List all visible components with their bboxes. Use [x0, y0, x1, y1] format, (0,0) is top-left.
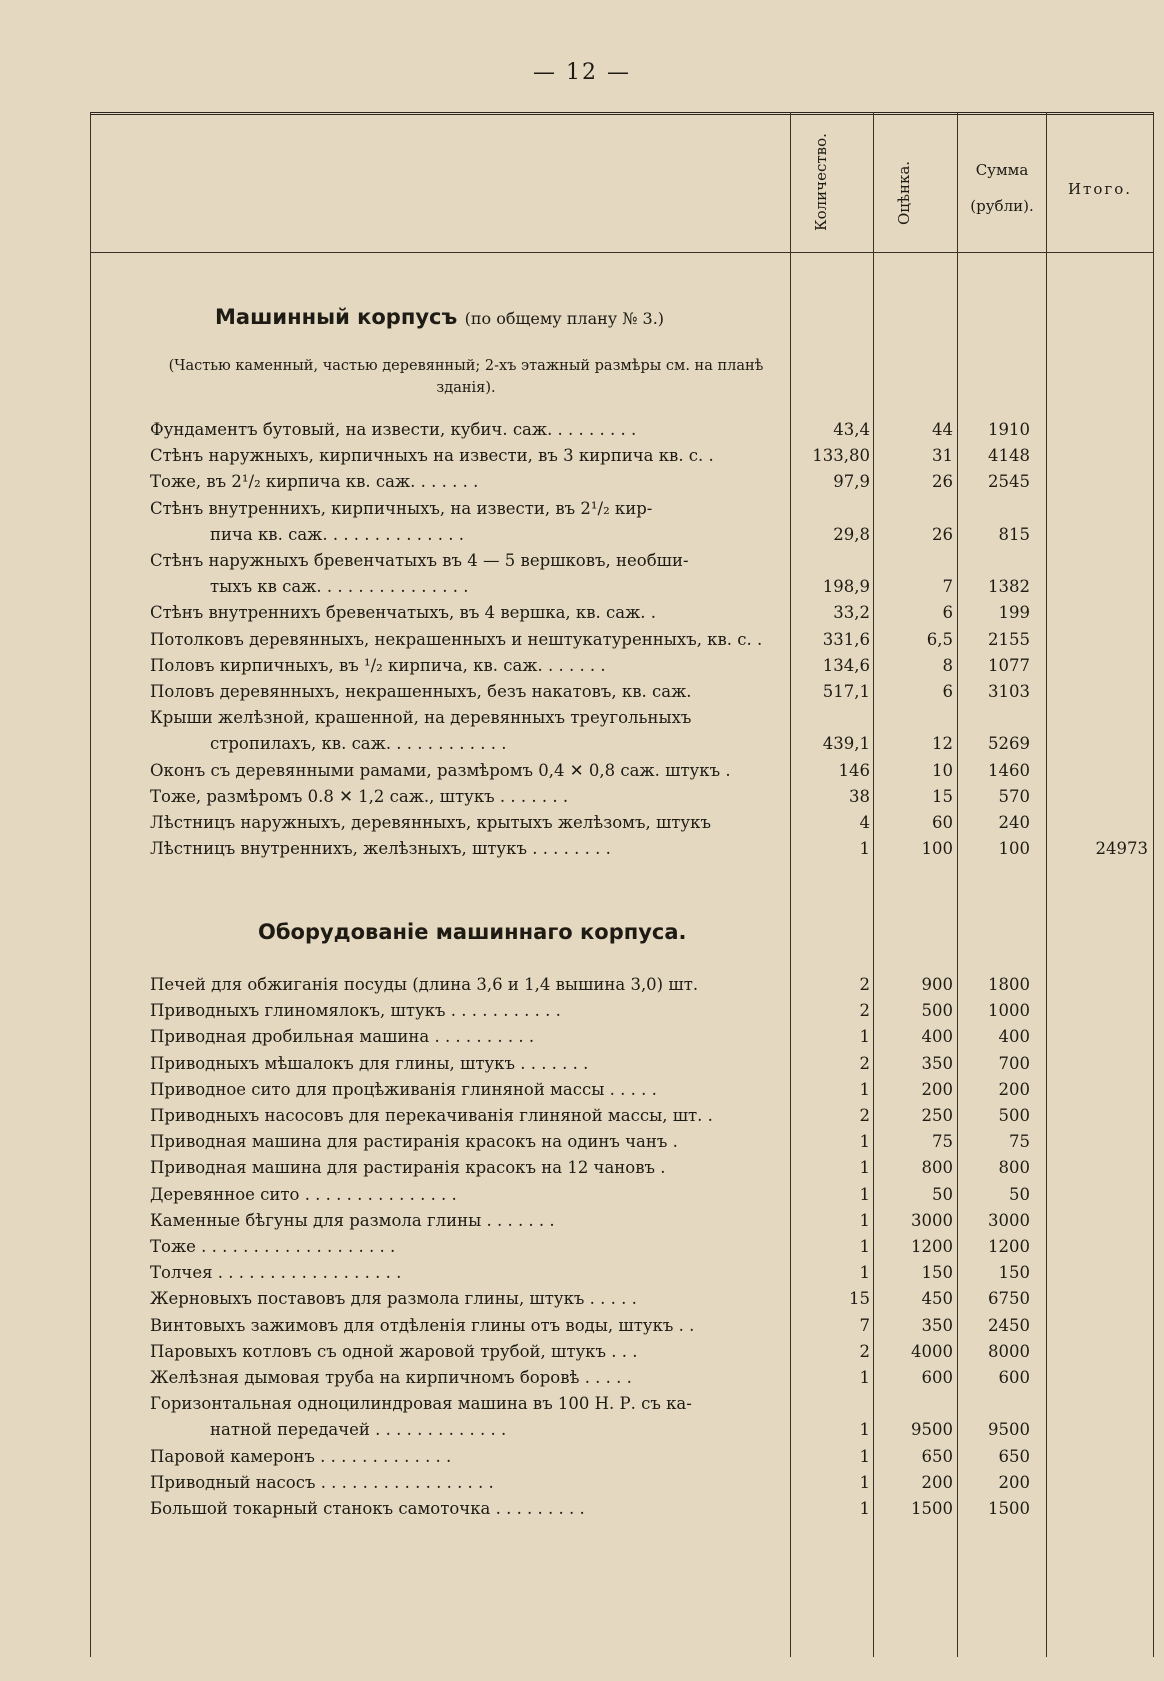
row-description: Фундаментъ бутовый, на извести, кубич. саж. . . . . . . . . [150, 420, 637, 439]
row-rating: 60 [932, 813, 953, 832]
row-quantity: 1 [859, 1237, 870, 1256]
row-sum: 50 [1009, 1184, 1030, 1204]
table-row [0, 446, 1164, 472]
row-quantity: 146 [838, 760, 870, 780]
row-quantity: 2 [859, 1106, 870, 1125]
row-rating: 6 [942, 603, 953, 623]
row-sum: 1382 [988, 577, 1030, 597]
table-row [0, 1263, 1164, 1289]
row-quantity: 439,1 [822, 734, 870, 754]
row-sum: 9500 [988, 1420, 1030, 1440]
row-description: Стѣнъ наружныхъ, кирпичныхъ на извести, въ 3 кирпича кв. с. . [150, 446, 714, 466]
table-row [0, 656, 1164, 682]
row-description: Приводная машина для растиранія красокъ на одинъ чанъ . [150, 1132, 678, 1152]
row-sum: 700 [998, 1053, 1030, 1073]
row-quantity: 1 [859, 1472, 870, 1492]
row-sum: 650 [998, 1446, 1030, 1466]
row-rating: 26 [932, 472, 953, 492]
row-rating: 6 [942, 682, 953, 701]
row-quantity: 7 [859, 1315, 870, 1335]
row-quantity: 2 [859, 1053, 870, 1073]
row-sum: 800 [998, 1158, 1030, 1178]
section-title-machine-building [215, 305, 664, 329]
row-description: Горизонтальная одноцилиндровая машина въ 100 Н. Р. съ ка- [150, 1394, 692, 1414]
row-rating: 3000 [911, 1210, 953, 1230]
table-row [0, 1447, 1164, 1473]
row-description: Приводная машина для растиранія красокъ на 12 чановъ . [150, 1158, 666, 1178]
row-sum: 8000 [988, 1341, 1030, 1361]
row-sum: 1910 [988, 420, 1030, 439]
row-description: Паровыхъ котловъ съ одной жаровой трубой, штукъ . . . [150, 1341, 638, 1361]
row-description: тыхъ кв саж. . . . . . . . . . . . . . . [210, 577, 469, 597]
row-description: Приводный насосъ . . . . . . . . . . . . . . . . . [150, 1472, 494, 1492]
row-description: Тоже, въ 2¹/₂ кирпича кв. саж. . . . . . . [150, 472, 479, 492]
section-title-note: (по общему плану № 3.) [464, 309, 665, 328]
row-quantity: 29,8 [833, 524, 870, 544]
row-rating: 500 [921, 1001, 953, 1021]
header-sum [958, 152, 1046, 224]
row-rating: 9500 [911, 1420, 953, 1440]
row-rating: 350 [921, 1053, 953, 1073]
table-row-continued [0, 499, 1164, 525]
row-description: Оконъ съ деревянными рамами, размѣромъ 0,4 ✕ 0,8 саж. штукъ . [150, 760, 731, 780]
table-row [0, 1001, 1164, 1027]
table-row [0, 813, 1164, 839]
row-description: Потолковъ деревянныхъ, некрашенныхъ и нештукатуренныхъ, кв. с. . [150, 629, 763, 649]
section-title-text: Машинный корпусъ [215, 305, 458, 329]
row-description: Паровой камеронъ . . . . . . . . . . . . . [150, 1446, 452, 1466]
section-subnote: (Частью каменный, частью деревянный; 2-хъ этажный размѣры см. на планѣ зданія). [168, 358, 764, 396]
row-quantity: 1 [859, 1368, 870, 1387]
row-quantity: 43,4 [833, 420, 870, 439]
row-quantity: 134,6 [822, 655, 870, 675]
row-quantity: 2 [859, 1341, 870, 1361]
row-description: Лѣстницъ внутреннихъ, желѣзныхъ, штукъ . . . . . . . . [150, 839, 611, 859]
row-description: Стѣнъ внутреннихъ, кирпичныхъ, на извести, въ 2¹/₂ кир- [150, 498, 653, 518]
table-row [0, 630, 1164, 656]
row-description: Винтовыхъ зажимовъ для отдѣленія глины отъ воды, штукъ . . [150, 1315, 695, 1335]
table-row [0, 1211, 1164, 1237]
row-quantity: 1 [859, 1132, 870, 1152]
row-quantity: 331,6 [822, 629, 870, 649]
table-row [0, 472, 1164, 498]
row-rating: 800 [921, 1158, 953, 1178]
row-rating: 1500 [911, 1499, 953, 1518]
row-sum: 1800 [988, 975, 1030, 994]
row-quantity: 1 [859, 839, 870, 859]
row-rating: 44 [932, 420, 953, 439]
row-quantity: 1 [859, 1158, 870, 1178]
row-description: Приводное сито для процѣживанія глиняной массы . . . . . [150, 1079, 657, 1099]
row-quantity: 4 [859, 813, 870, 832]
row-sum: 5269 [988, 734, 1030, 754]
table-row [0, 761, 1164, 787]
table-row [0, 420, 1164, 446]
row-description: Желѣзная дымовая труба на кирпичномъ боровѣ . . . . . [150, 1368, 632, 1387]
row-quantity: 198,9 [822, 577, 870, 597]
row-sum: 4148 [988, 446, 1030, 466]
row-sum: 500 [998, 1106, 1030, 1125]
row-rating: 250 [921, 1106, 953, 1125]
row-quantity: 2 [859, 1001, 870, 1021]
row-rating: 12 [932, 734, 953, 754]
row-sum: 2450 [988, 1315, 1030, 1335]
row-rating: 31 [932, 446, 953, 466]
row-description: Приводныхъ глиномялокъ, штукъ . . . . . . . . . . . [150, 1001, 561, 1021]
row-quantity: 133,80 [812, 446, 870, 466]
row-description: Приводныхъ насосовъ для перекачиванія глиняной массы, шт. . [150, 1106, 713, 1125]
table-row [0, 1106, 1164, 1132]
row-rating: 200 [921, 1079, 953, 1099]
row-quantity: 1 [859, 1027, 870, 1047]
table-row [0, 1237, 1164, 1263]
row-rating: 15 [932, 786, 953, 806]
row-description: Тоже . . . . . . . . . . . . . . . . . . . [150, 1237, 396, 1256]
table-row [0, 1185, 1164, 1211]
row-description: Лѣстницъ наружныхъ, деревянныхъ, крытыхъ желѣзомъ, штукъ [150, 813, 711, 832]
table-row [0, 1342, 1164, 1368]
row-description: Стѣнъ наружныхъ бревенчатыхъ въ 4 — 5 вершковъ, необши- [150, 551, 689, 570]
header-rule [90, 252, 1154, 253]
table-row [0, 1027, 1164, 1053]
row-rating: 400 [921, 1027, 953, 1047]
row-rating: 50 [932, 1184, 953, 1204]
row-sum: 200 [998, 1472, 1030, 1492]
table-row [0, 1420, 1164, 1446]
row-sum: 3103 [988, 682, 1030, 701]
header-qty: Количество. [812, 133, 830, 232]
row-rating: 6,5 [926, 629, 953, 649]
row-quantity: 1 [859, 1263, 870, 1283]
table-row [0, 577, 1164, 603]
row-description: Половъ деревянныхъ, некрашенныхъ, безъ накатовъ, кв. саж. [150, 682, 692, 701]
table-row [0, 603, 1164, 629]
table-row [0, 1289, 1164, 1315]
row-quantity: 15 [849, 1289, 870, 1309]
row-rating: 26 [932, 524, 953, 544]
row-sum: 570 [998, 786, 1030, 806]
row-quantity: 33,2 [833, 603, 870, 623]
row-rating: 350 [921, 1315, 953, 1335]
row-rating: 10 [932, 760, 953, 780]
header-sum-line2: (рубли). [970, 197, 1034, 215]
row-description: Печей для обжиганія посуды (длина 3,6 и 1,4 вышина 3,0) шт. [150, 975, 699, 994]
row-quantity: 1 [859, 1446, 870, 1466]
table-row [0, 1054, 1164, 1080]
table-row-continued [0, 1394, 1164, 1420]
row-rating: 600 [921, 1368, 953, 1387]
row-sum: 400 [998, 1027, 1030, 1047]
row-quantity: 1 [859, 1499, 870, 1518]
row-description: Половъ кирпичныхъ, въ ¹/₂ кирпича, кв. саж. . . . . . . [150, 655, 606, 675]
row-rating: 200 [921, 1472, 953, 1492]
row-sum: 2545 [988, 472, 1030, 492]
header-rating: Оцѣнка. [895, 160, 913, 225]
row-sum: 815 [998, 524, 1030, 544]
header-sum-line1: Сумма [975, 161, 1029, 179]
table-row [0, 839, 1164, 865]
row-description: Приводная дробильная машина . . . . . . . . . . [150, 1027, 535, 1047]
table-row [0, 1080, 1164, 1106]
table-row-continued [0, 551, 1164, 577]
row-quantity: 517,1 [822, 682, 870, 701]
row-sum: 1200 [988, 1237, 1030, 1256]
table-row [0, 1368, 1164, 1394]
row-rating: 650 [921, 1446, 953, 1466]
table-row-continued [0, 708, 1164, 734]
row-sum: 199 [998, 603, 1030, 623]
row-quantity: 1 [859, 1420, 870, 1440]
table-row [0, 1473, 1164, 1499]
table-row [0, 1316, 1164, 1342]
table-row [0, 1158, 1164, 1184]
row-rating: 1200 [911, 1237, 953, 1256]
row-sum: 200 [998, 1079, 1030, 1099]
row-sum: 75 [1009, 1132, 1030, 1152]
row-sum: 1077 [988, 655, 1030, 675]
row-sum: 1500 [988, 1499, 1030, 1518]
row-quantity: 97,9 [833, 472, 870, 492]
row-description: натной передачей . . . . . . . . . . . . . [210, 1420, 507, 1440]
table-row [0, 1132, 1164, 1158]
table-row [0, 734, 1164, 760]
row-quantity: 1 [859, 1079, 870, 1099]
row-description: Толчея . . . . . . . . . . . . . . . . . . [150, 1263, 402, 1283]
row-sum: 240 [998, 813, 1030, 832]
row-sum: 6750 [988, 1289, 1030, 1309]
row-description: пича кв. саж. . . . . . . . . . . . . . [210, 524, 464, 544]
row-rating: 75 [932, 1132, 953, 1152]
table-row [0, 1499, 1164, 1525]
row-rating: 900 [921, 975, 953, 994]
row-sum: 1000 [988, 1001, 1030, 1021]
row-description: Каменные бѣгуны для размола глины . . . . . . . [150, 1210, 555, 1230]
row-rating: 8 [942, 655, 953, 675]
row-description: Крыши желѣзной, крашенной, на деревянныхъ треугольныхъ [150, 708, 692, 728]
row-sum: 600 [998, 1368, 1030, 1387]
row-rating: 450 [921, 1289, 953, 1309]
row-sum: 3000 [988, 1210, 1030, 1230]
row-sum: 1460 [988, 760, 1030, 780]
row-description: Деревянное сито . . . . . . . . . . . . . . . [150, 1184, 457, 1204]
row-rating: 7 [942, 577, 953, 597]
row-rating: 150 [921, 1263, 953, 1283]
row-description: Большой токарный станокъ самоточка . . . . . . . . . [150, 1499, 585, 1518]
row-description: Жерновыхъ поставовъ для размола глины, штукъ . . . . . [150, 1289, 637, 1309]
table-row [0, 787, 1164, 813]
table-row [0, 975, 1164, 1001]
page-number: — 12 — [533, 60, 631, 85]
row-rating: 100 [921, 839, 953, 859]
header-total: Итого. [1067, 180, 1133, 198]
row-quantity: 1 [859, 1184, 870, 1204]
row-total: 24973 [1095, 839, 1148, 859]
row-description: Тоже, размѣромъ 0.8 ✕ 1,2 саж., штукъ . . . . . . . [150, 786, 569, 806]
row-rating: 4000 [911, 1341, 953, 1361]
row-sum: 150 [998, 1263, 1030, 1283]
row-description: стропилахъ, кв. саж. . . . . . . . . . . . [210, 734, 507, 754]
table-row [0, 682, 1164, 708]
row-quantity: 38 [849, 786, 870, 806]
row-quantity: 1 [859, 1210, 870, 1230]
section-title-equipment: Оборудованіе машиннаго корпуса. [258, 920, 687, 944]
row-quantity: 2 [859, 975, 870, 994]
row-description: Стѣнъ внутреннихъ бревенчатыхъ, въ 4 вершка, кв. саж. . [150, 603, 656, 623]
row-sum: 2155 [988, 629, 1030, 649]
row-sum: 100 [998, 839, 1030, 859]
table-row [0, 525, 1164, 551]
row-description: Приводныхъ мѣшалокъ для глины, штукъ . . . . . . . [150, 1053, 589, 1073]
